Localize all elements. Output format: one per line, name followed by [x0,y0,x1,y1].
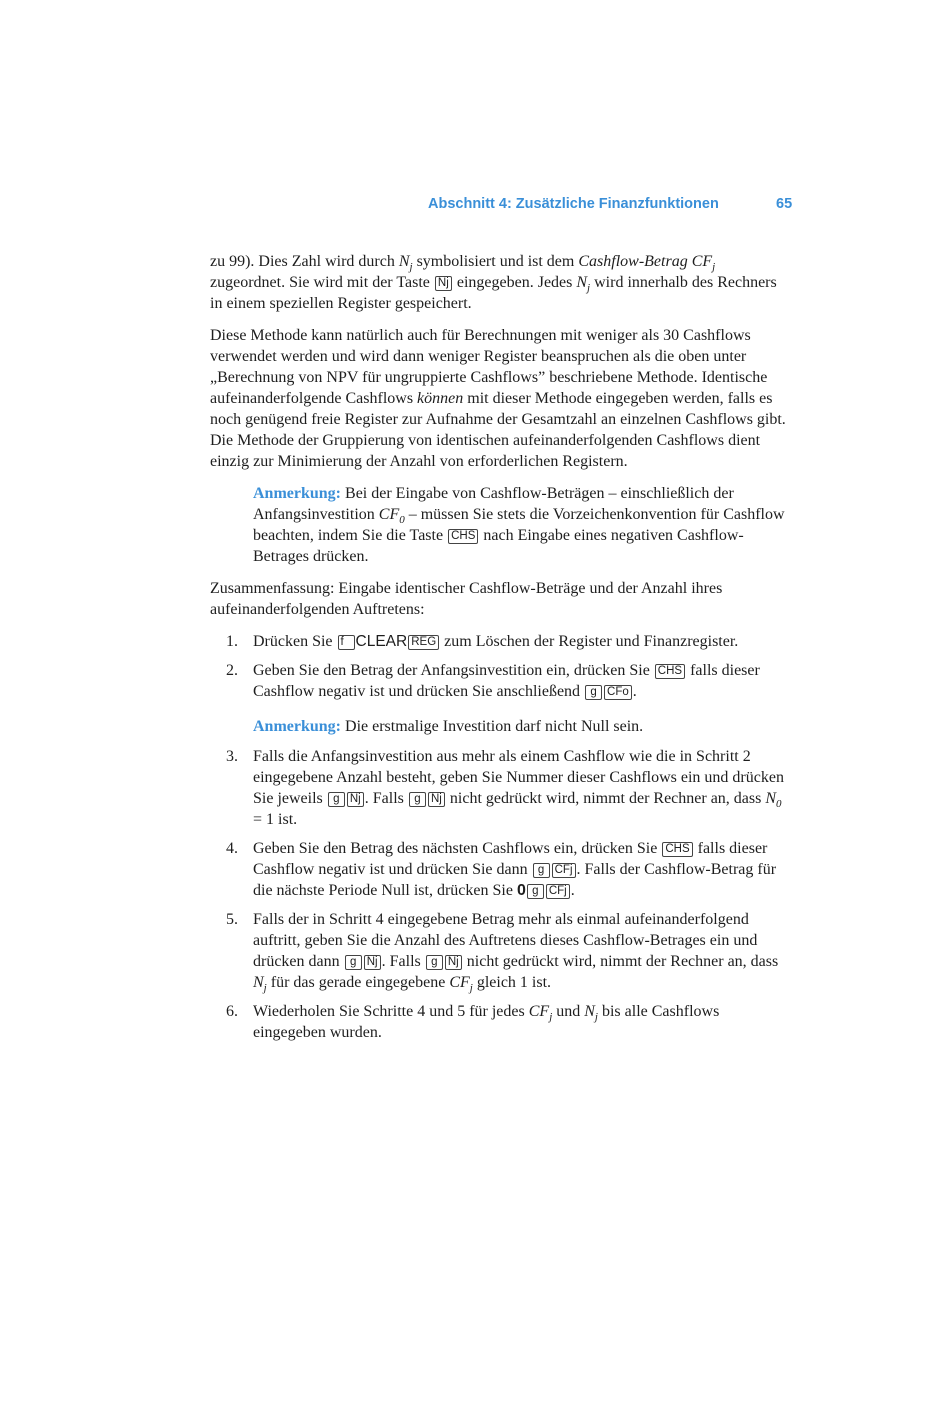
cfj-key-icon: CFj [552,863,576,878]
paragraph-method: Diese Methode kann natürlich auch für Berechnungen mit weniger als 30 Cashflows verwendet werden und wird dann weniger Register beanspruchen als die oben unter „Berechnung von NPV für ungruppierte Cashflows” beschriebene Methode. Identische aufeinanderfolgende Cashflows können mit dieser Methode eingegeben werden, falls es noch genügend freie Register zur Aufnahme der Gesamtzahl an einzelnen Cashflows gibt. Die Methode der Gruppierung von identischen aufeinanderfolgenden Cashflows dient einzig zur Minimierung der Anzahl von erforderlichen Registern. [210,327,786,470]
chs-key-icon: CHS [448,529,478,544]
nj-key-icon: Nj [364,955,381,970]
cfo-key-icon: CFo [604,685,632,700]
step-1: 1. Drücken Sie f CLEAR REG zum Löschen der Register und Finanzregister. [226,633,739,650]
nj-key-icon: Nj [445,955,462,970]
section-title: Abschnitt 4: Zusätzliche Finanzfunktionen [428,196,719,212]
steps-list [210,631,793,1043]
chs-key-icon: CHS [662,842,692,857]
running-header [0,196,950,218]
step-5: 5. Falls der in Schritt 4 eingegebene Betrag mehr als einmal aufeinanderfolgend auftritt, geben Sie die Anzahl des Auftretens dieses Cashflow-Betrages ein und drücken dann g Nj . Falls g Nj nicht gedrückt wird, nimmt der Rechner an, dass $N_j$ für das gerade eingegebene $CF_j$ gleich 1 ist. [226,911,779,994]
g-key-icon: g [585,685,602,700]
paragraph-continuation: zu 99). Dies Zahl wird durch $N_j$ symbolisiert und ist dem Cashflow-Betrag $CF_j$ zugeordnet. Sie wird mit der Taste Nj eingegeben. Jedes $N_j$ wird innerhalb des Rechners in einem speziellen Register gespeichert. [210,253,777,312]
step-2: 2. Geben Sie den Betrag der Anfangsinvestition ein, drücken Sie CHS falls dieser Cashflow negativ ist und drücken Sie anschließend g CFo . [226,662,760,700]
summary-heading: Zusammenfassung: Eingabe identischer Cashflow-Beträge und der Anzahl ihres aufeinanderfolgenden Auftretens: [210,580,723,618]
f-key-icon: f [338,635,355,650]
nj-key-icon: Nj [428,792,445,807]
clear-label: CLEAR [355,633,408,650]
chs-key-icon: CHS [655,664,685,679]
note-sign-convention: Anmerkung: Bei der Eingabe von Cashflow-Beträgen – einschließlich der Anfangsinvestition $CF_0$ – müssen Sie stets die Vorzeichenkonvention für Cashflow beachten, indem Sie die Taste CHS nach Eingabe eines negativen Cashflow-Betrages drücken. [253,485,785,565]
note-initial-investment: Anmerkung: Die erstmalige Investition darf nicht Null sein. [253,718,644,735]
g-key-icon: g [409,792,426,807]
page-number: 65 [776,196,793,212]
zero-digit: 0 [516,882,526,899]
step-4: 4. Geben Sie den Betrag des nächsten Cashflows ein, drücken Sie CHS falls dieser Cashflow negativ ist und drücken Sie dann g CFj . Falls der Cashflow-Betrag für die nächste Periode Null ist, drücken Sie 0 g CFj . [226,840,777,899]
note-label: Anmerkung: [253,718,342,735]
reg-key-icon: REG [408,635,439,650]
cfj-key-icon: CFj [546,884,570,899]
page-body [210,251,793,1051]
g-key-icon: g [527,884,544,899]
step-6: 6. Wiederholen Sie Schritte 4 und 5 für jedes $CF_j$ und $N_j$ bis alle Cashflows eingegeben wurden. [226,1003,720,1041]
g-key-icon: g [426,955,443,970]
nj-key-icon: Nj [435,276,452,291]
note-label: Anmerkung: [253,485,342,502]
g-key-icon: g [533,863,550,878]
step-3: 3. Falls die Anfangsinvestition aus mehr als einem Cashflow wie die in Schritt 2 eingegebene Anzahl besteht, geben Sie Nummer dieser Cashflows ein und drücken Sie jeweils g Nj . Falls g Nj nicht gedrückt wird, nimmt der Rechner an, dass $N_0 = 1$ ist. [226,748,784,828]
g-key-icon: g [328,792,345,807]
nj-key-icon: Nj [347,792,364,807]
g-key-icon: g [345,955,362,970]
